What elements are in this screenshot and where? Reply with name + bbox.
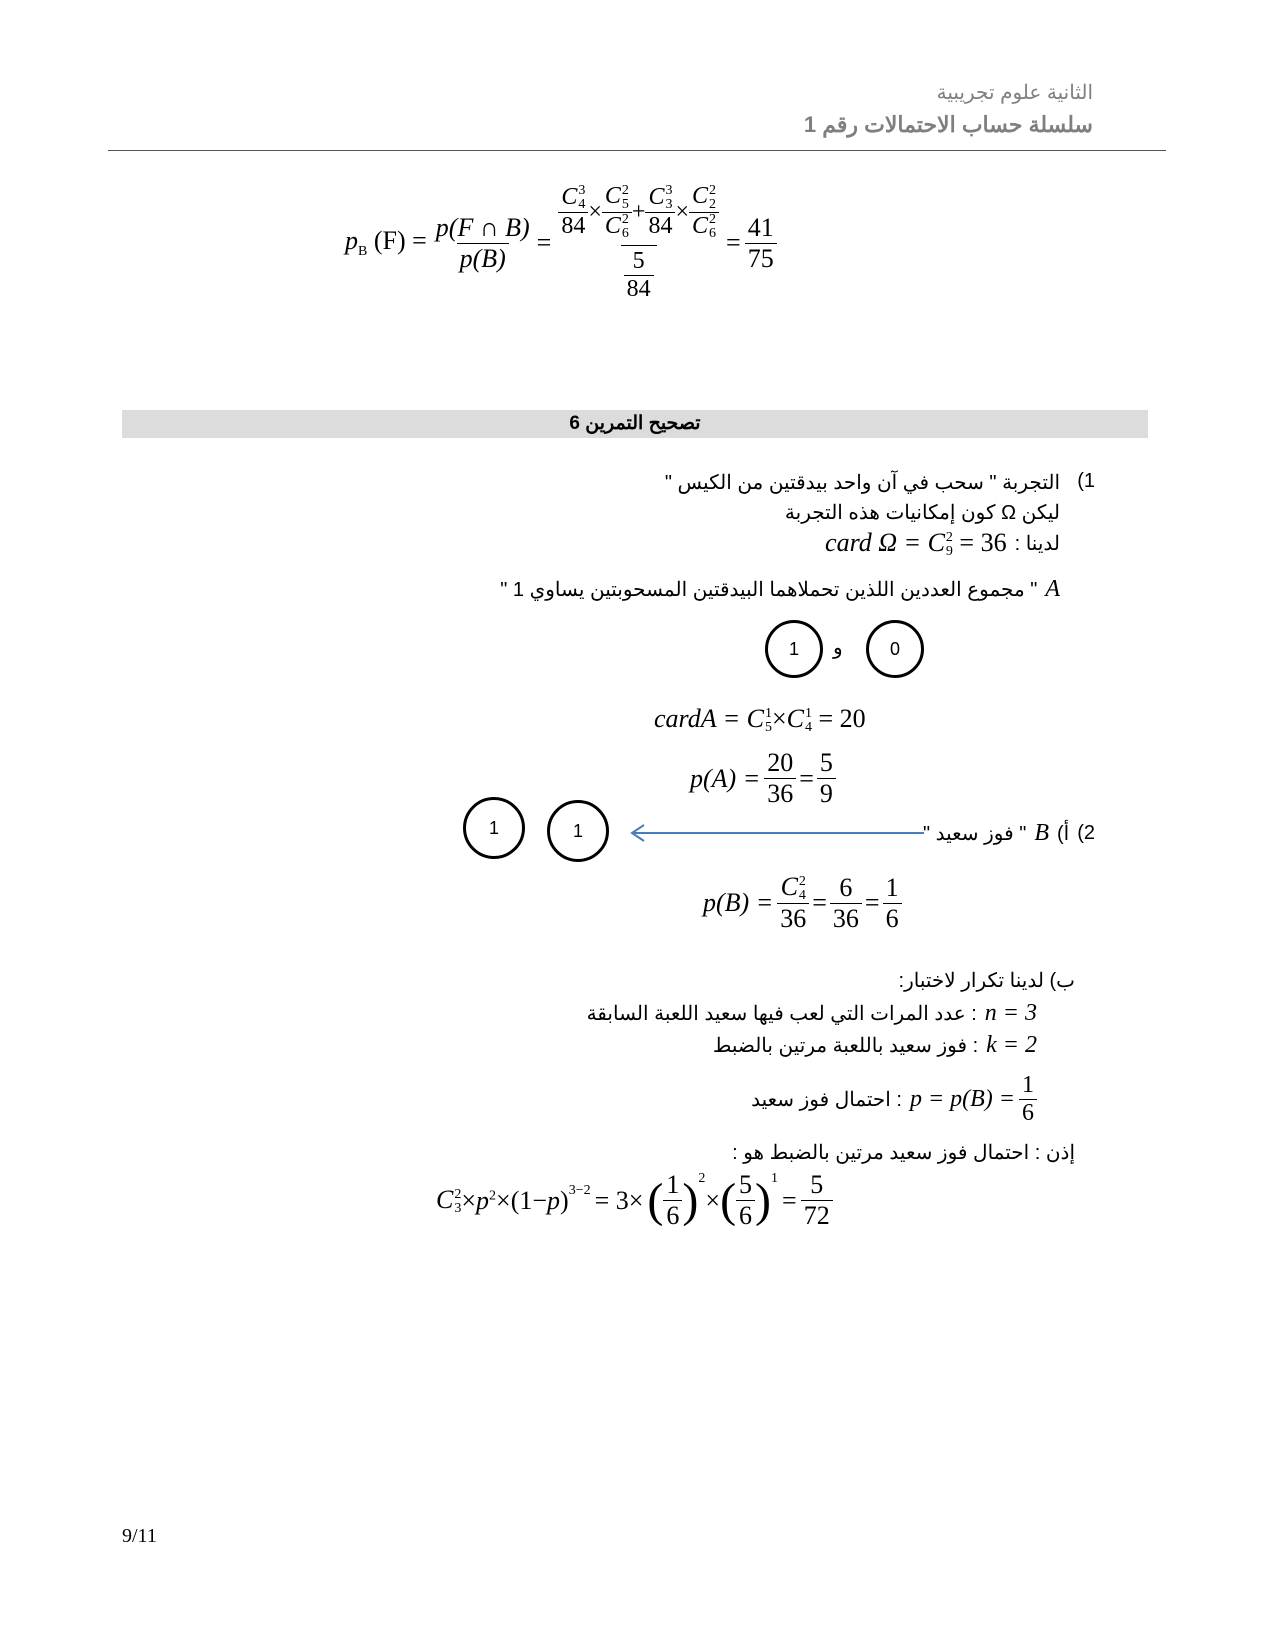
conclusion-line: إذن : احتمال فوز سعيد مرتين بالضبط هو : (732, 1142, 1075, 1164)
fraction-intersection: $\frac{p(F \cap B)}{p(B)}$ (435, 212, 530, 273)
k-definition: k = 2 : فوز سعيد باللعبة مرتين بالضبط (712, 1032, 1037, 1058)
and-label: و (833, 637, 843, 659)
n-definition: n = 3 : عدد المرات التي لعب فيها سعيد اللعبة السابقة (586, 1000, 1037, 1026)
q1-card-omega: لدينا : card Ω = C 2 9 = 36 (825, 528, 1060, 560)
header-series-title: سلسلة حساب الاحتمالات رقم 1 (803, 112, 1093, 137)
q1-number: 1) (1077, 470, 1095, 492)
compound-fraction: C 3 4 84 × C 2 5 C 2 6 + C 3 3 84 × C 2 2 C 2 6 $\frac{5}{84}$ (555, 183, 722, 303)
q1-omega-line: ليكن Ω كون إمكانيات هذه التجربة (784, 502, 1060, 524)
ball-circle-right: 1 (547, 800, 609, 862)
q1-experiment: التجربة " سحب في آن واحد بيدقتين من الكيس " (664, 472, 1060, 494)
ball-circle-left: 1 (463, 797, 525, 859)
pB-formula: p(B) = C 2 4 36 = $\frac{6}{36}$ = $\frac{1}{6}$ (703, 872, 902, 934)
pA-formula: p(A) = $\frac{20}{36}$ = $\frac{5}{9}$ (690, 748, 836, 809)
token-circle-0: 0 (866, 620, 924, 678)
q2-event-b: 2) أ) B " فوز سعيد " (922, 820, 1095, 846)
result-fraction: $\frac{41}{75}$ (745, 213, 777, 274)
header-divider (108, 150, 1166, 151)
q1-event-a: A " مجموع العددين اللذين تحملاهما البيدقتين المسحوبتين يساوي 1 " (500, 576, 1060, 602)
formula-lhs: $p_B$ (F) = (345, 225, 427, 260)
binomial-final-formula: C 2 3 × $p^2$ × (1− p ) $^{3-2}$ = 3× ( $\frac{1}{6}$ ) $^2$ × ( $\frac{5}{6}$ ) $^1$ = $\frac{5}{72}$ (436, 1170, 833, 1231)
p-definition: p = p(B) = $\frac{1}{6}$ : احتمال فوز سعيد (751, 1072, 1037, 1127)
header-level: الثانية علوم تجريبية (936, 82, 1093, 104)
page-number: 9/11 (122, 1525, 157, 1547)
arrow-left-icon (628, 823, 928, 843)
section-title: تصحيح التمرين 6 (122, 410, 1148, 438)
part-b-intro: ب) لدينا تكرار لاختبار: (898, 970, 1075, 992)
token-circle-1: 1 (765, 620, 823, 678)
formula-conditional-probability: $p_B$ (F) = $\frac{p(F \cap B)}{p(B)}$ = C 3 4 84 × C 2 5 C 2 6 + C 3 3 84 × C 2 2 C 2 6 $\frac{5}{84}$ = $\frac{41}{75}$ (345, 178, 777, 308)
cardA-formula: cardA = C 1 5 ×C 1 4 = 20 (654, 704, 866, 736)
